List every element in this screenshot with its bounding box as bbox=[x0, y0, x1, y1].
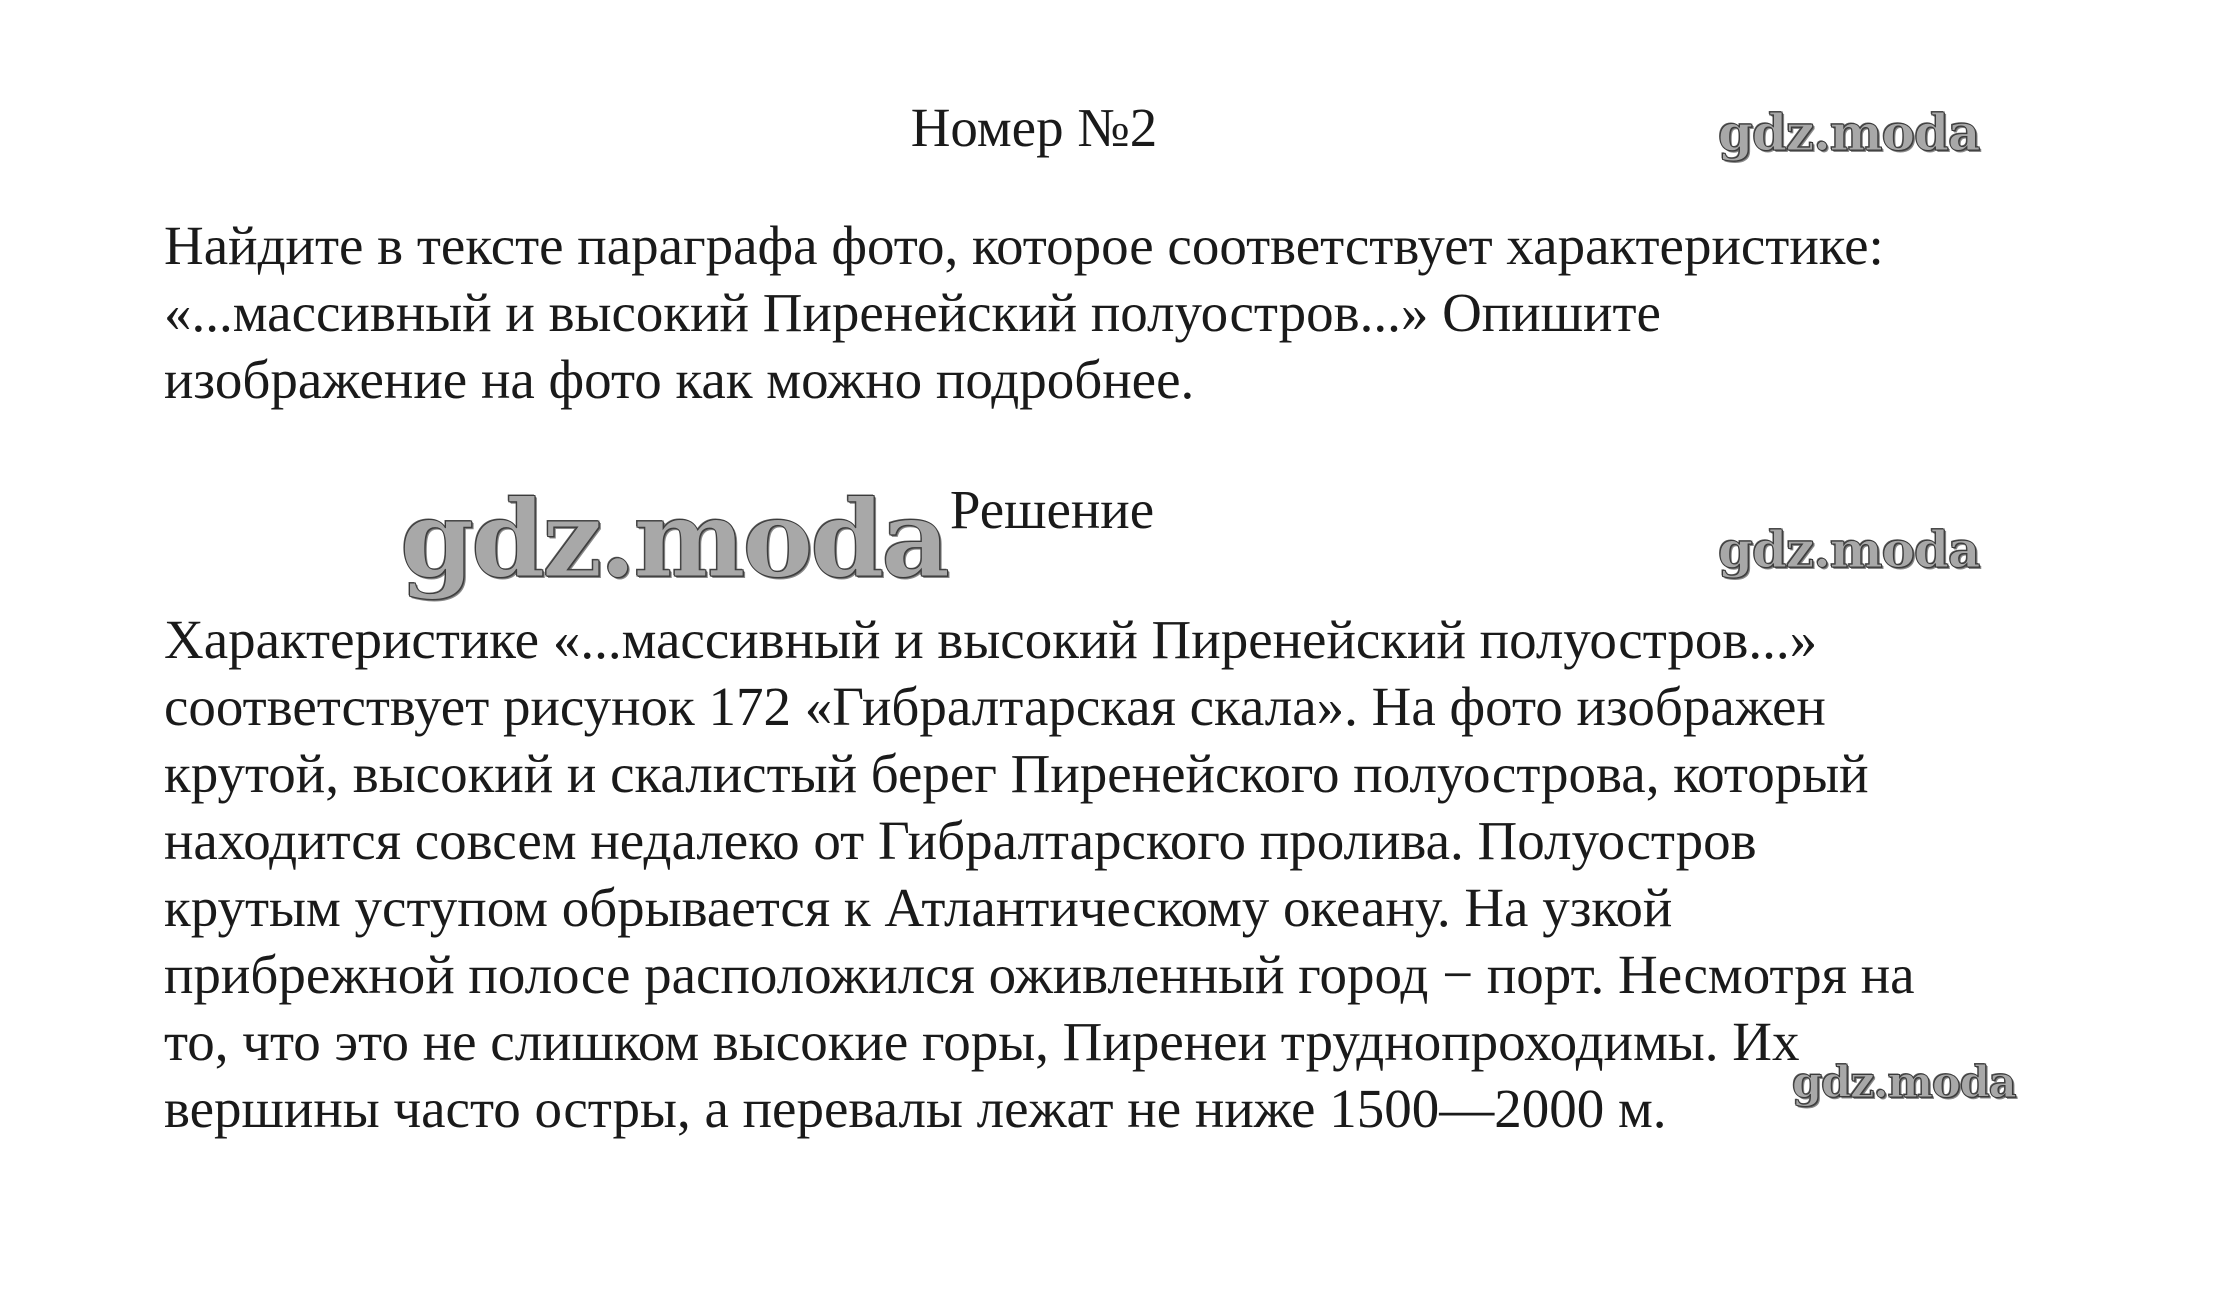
task-text bbox=[164, 212, 1884, 413]
task-line: Найдите в тексте параграфа фото, которое соответствует характеристике: bbox=[164, 215, 1884, 276]
solution-line: вершины часто остры, а перевалы лежат не ниже 1500—2000 м. bbox=[164, 1078, 1667, 1139]
watermark-logo: gdz.moda bbox=[1718, 520, 1980, 579]
task-line: изображение на фото как можно подробнее. bbox=[164, 349, 1195, 410]
solution-heading: Решение bbox=[949, 479, 1155, 540]
solution-line: крутым уступом обрывается к Атлантическому океану. На узкой bbox=[164, 877, 1673, 938]
solution-line: находится совсем недалеко от Гибралтарского пролива. Полуостров bbox=[164, 810, 1757, 871]
solution-line: прибрежной полосе расположился оживленный город − порт. Несмотря на bbox=[164, 944, 1915, 1005]
solution-text bbox=[164, 606, 1915, 1142]
watermark-logo-large: gdz.moda bbox=[400, 476, 947, 601]
watermark-logo: gdz.moda bbox=[1792, 1058, 2016, 1108]
solution-line: крутой, высокий и скалистый берег Пиренейского полуострова, который bbox=[164, 743, 1869, 804]
solution-line: соответствует рисунок 172 «Гибралтарская скала». На фото изображен bbox=[164, 676, 1826, 737]
task-line: «...массивный и высокий Пиренейский полуостров...» Опишите bbox=[164, 282, 1661, 343]
page-title: Номер №2 bbox=[910, 97, 1158, 158]
solution-line: Характеристике «...массивный и высокий Пиренейский полуостров...» bbox=[164, 609, 1818, 670]
watermark-logo: gdz.moda bbox=[1718, 103, 1980, 162]
solution-line: то, что это не слишком высокие горы, Пиренеи труднопроходимы. Их bbox=[164, 1011, 1800, 1072]
